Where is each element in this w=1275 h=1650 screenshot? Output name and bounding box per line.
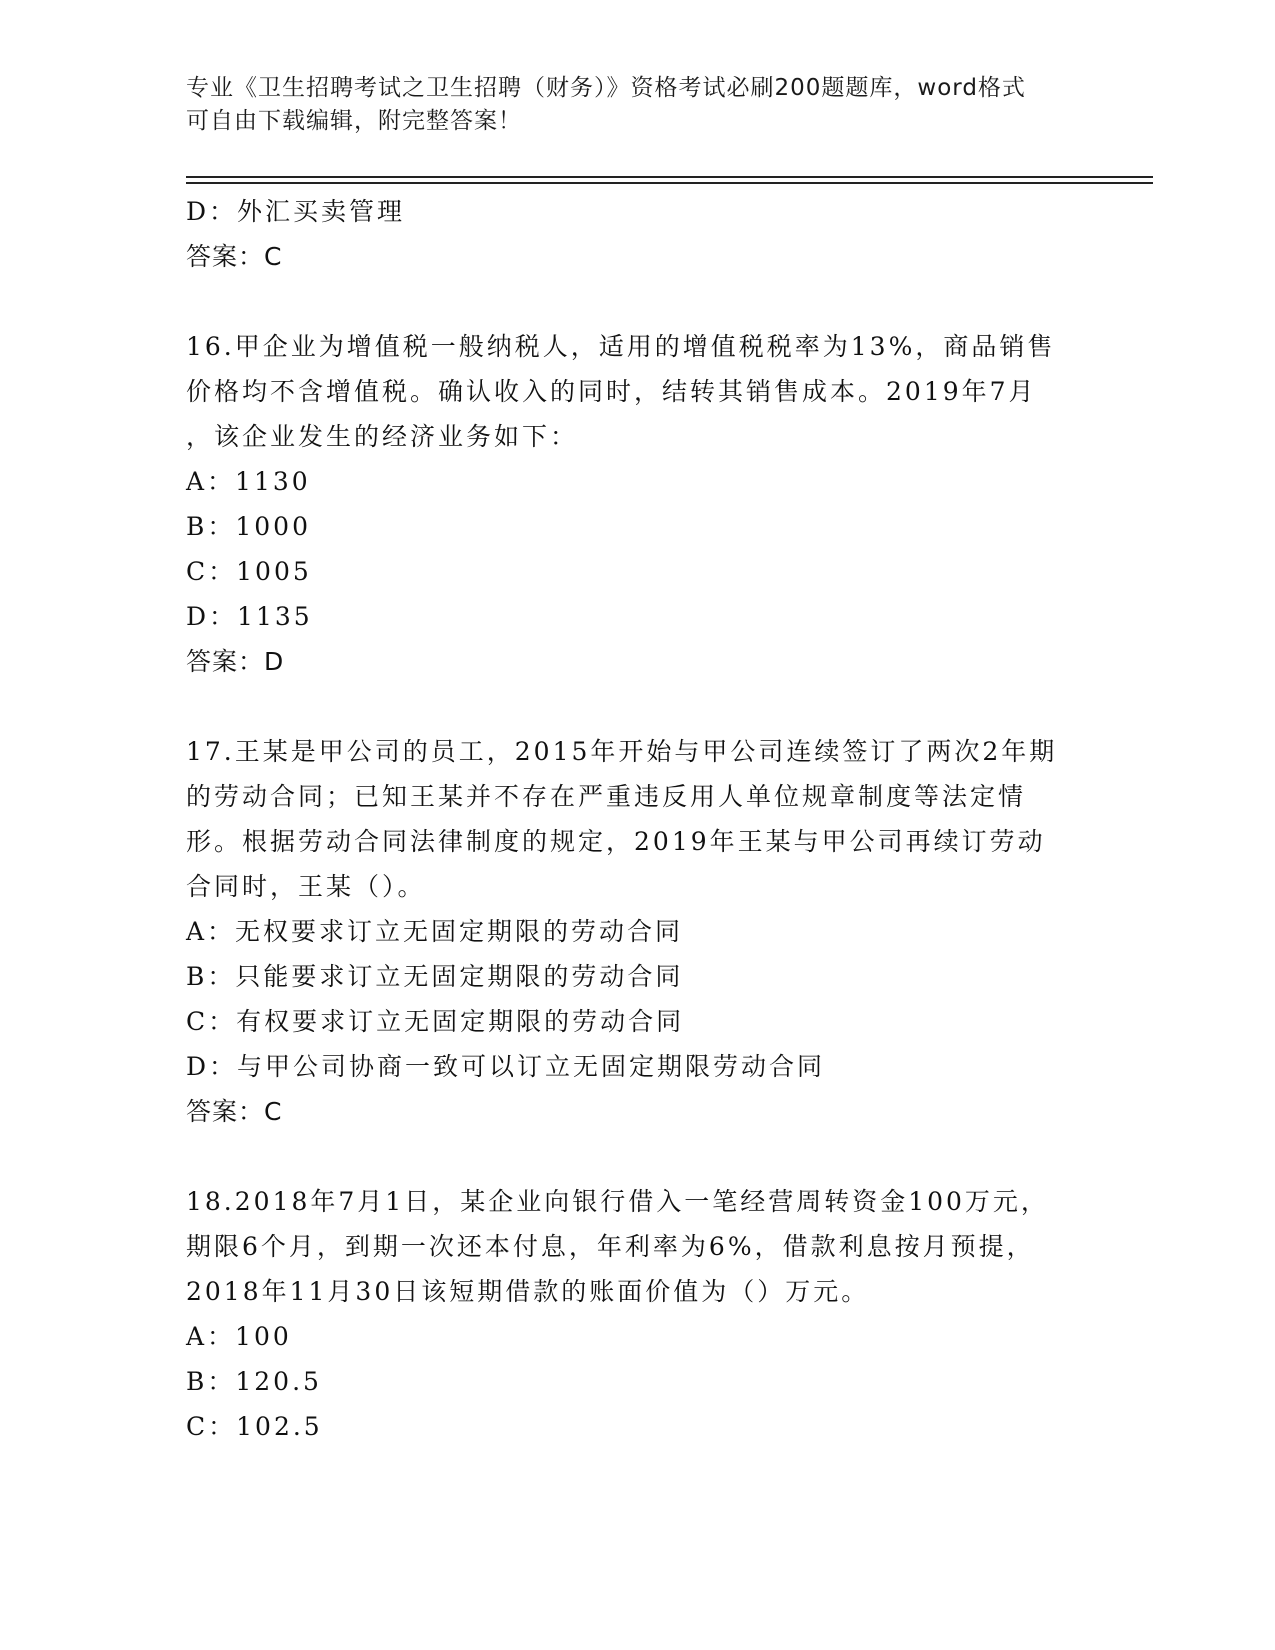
option-d: D：1135 <box>186 602 313 631</box>
question-stem-line: 形。根据劳动合同法律制度的规定，2019年王某与甲公司再续订劳动 <box>186 827 1046 856</box>
option-a: A：无权要求订立无固定期限的劳动合同 <box>186 917 684 946</box>
question-stem-line: 18.2018年7月1日，某企业向银行借入一笔经营周转资金100万元， <box>186 1187 1049 1216</box>
option-b: B：只能要求订立无固定期限的劳动合同 <box>186 962 684 991</box>
answer-label: 答案：C <box>186 1097 283 1126</box>
question-content <box>186 189 1086 1449</box>
question-stem-line: 17.王某是甲公司的员工，2015年开始与甲公司连续签订了两次2年期 <box>186 737 1058 766</box>
option-list <box>186 459 1086 639</box>
option-c: C：102.5 <box>186 1412 323 1441</box>
option-b: B：120.5 <box>186 1367 322 1396</box>
spacer <box>186 279 1086 324</box>
question-15-tail <box>186 189 1086 279</box>
option-a: A：1130 <box>186 467 311 496</box>
question-stem-line: 价格均不含增值税。确认收入的同时，结转其销售成本。2019年7月 <box>186 377 1037 406</box>
document-header <box>186 72 1086 138</box>
option-b: B：1000 <box>186 512 311 541</box>
question-18 <box>186 1179 1086 1449</box>
question-16 <box>186 324 1086 684</box>
answer-label: 答案：D <box>186 647 285 676</box>
answer-label: 答案：C <box>186 242 283 271</box>
question-17 <box>186 729 1086 1134</box>
option-c: C：有权要求订立无固定期限的劳动合同 <box>186 1007 685 1036</box>
spacer <box>186 684 1086 729</box>
header-divider-bottom <box>186 182 1153 184</box>
question-stem-line: 16.甲企业为增值税一般纳税人，适用的增值税税率为13%，商品销售 <box>186 332 1056 361</box>
header-divider-top <box>186 176 1153 178</box>
option-a: A：100 <box>186 1322 292 1351</box>
option-d: D：与甲公司协商一致可以订立无固定期限劳动合同 <box>186 1052 826 1081</box>
header-title-line-2: 可自由下载编辑，附完整答案！ <box>186 108 522 134</box>
question-stem-line: 合同时，王某（）。 <box>186 872 426 901</box>
header-title-line-1: 专业《卫生招聘考试之卫生招聘（财务）》资格考试必刷200题题库，word格式 <box>186 75 1026 101</box>
option-d: D：外汇买卖管理 <box>186 197 406 226</box>
spacer <box>186 1134 1086 1179</box>
option-c: C：1005 <box>186 557 312 586</box>
option-list <box>186 1314 1086 1449</box>
option-list <box>186 909 1086 1089</box>
question-stem-line: 期限6个月，到期一次还本付息，年利率为6%，借款利息按月预提， <box>186 1232 1035 1261</box>
question-stem-line: 的劳动合同；已知王某并不存在严重违反用人单位规章制度等法定情 <box>186 782 1027 811</box>
question-stem-line: ，该企业发生的经济业务如下： <box>186 422 579 451</box>
question-stem-line: 2018年11月30日该短期借款的账面价值为（）万元。 <box>186 1277 870 1306</box>
